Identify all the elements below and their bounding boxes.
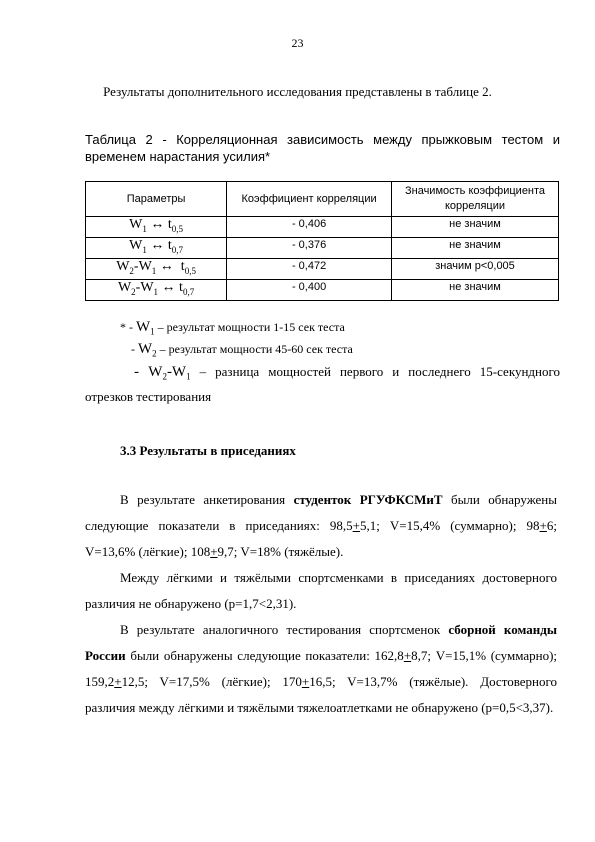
- coef-cell: - 0,376: [227, 238, 392, 259]
- param-cell: $W_2-W_1$ ↔ $t_{0,7}$: [86, 280, 227, 301]
- intro-sentence: Результаты дополнительного исследования представлены в таблице 2.: [103, 84, 492, 99]
- table-row: [86, 238, 559, 259]
- table-caption: [85, 131, 560, 165]
- sig-cell: не значим: [392, 217, 559, 238]
- header-coefficient: Коэффициент корреляции: [227, 182, 392, 217]
- header-parameters: Параметры: [86, 182, 227, 217]
- footnote-w1: * - $W_1$ – результат мощности 1-15 сек теста: [120, 319, 345, 337]
- paragraph-comparison: Между лёгкими и тяжёлыми спортсменками в приседаниях достоверного различия не обнаружено (p=1,7<2,31).: [85, 570, 557, 611]
- footnote-w2-w1: - $W_2-W_1$ – разница мощностей первого и последнего 15-секундного отрезков тестирования: [85, 364, 560, 404]
- param-cell: $W_1$ ↔ $t_{0,5}$: [86, 217, 227, 238]
- section-heading: 3.3 Результаты в приседаниях: [120, 443, 296, 458]
- table-caption-line2: временем нарастания усилия*: [85, 149, 271, 164]
- page-number: 23: [291, 36, 304, 50]
- sig-cell: не значим: [392, 280, 559, 301]
- table-row: [86, 259, 559, 280]
- paragraph-national-team: В результате аналогичного тестирования спортсменок сборной команды России были обнаружены следующие показатели: 162,8+8,7; V=15,1% (суммарно); 159,2+12,5; V=17,5% (лёгкие); 170+16,5; V=13,7% (тяжёлые). Достоверного различия между лёгкими и тяжёлыми тяжелоатлетками не обнаружено (p=0,5<3,37).: [85, 622, 558, 715]
- correlation-table: [85, 181, 559, 301]
- footnote-w2: - $W_2$ – результат мощности 45-60 сек теста: [131, 341, 353, 359]
- table-caption-line1: Таблица 2 - Корреляционная зависимость между прыжковым тестом и: [85, 132, 560, 147]
- param-cell: $W_1$ ↔ $t_{0,7}$: [86, 238, 227, 259]
- table-row: [86, 280, 559, 301]
- coef-cell: - 0,472: [227, 259, 392, 280]
- coef-cell: - 0,400: [227, 280, 392, 301]
- coef-cell: - 0,406: [227, 217, 392, 238]
- sig-cell: значим p<0,005: [392, 259, 559, 280]
- table-header-row: [86, 182, 559, 217]
- table-row: [86, 217, 559, 238]
- sig-cell: не значим: [392, 238, 559, 259]
- paragraph-students: В результате анкетирования студенток РГУФКСМиТ были обнаружены следующие показатели в приседаниях: 98,5+5,1; V=15,4% (суммарно); 98+6; V=13,6% (лёгкие); 108+9,7; V=18% (тяжёлые).: [85, 492, 558, 559]
- header-significance: Значимость коэффициента корреляции: [392, 182, 559, 217]
- param-cell: $W_2-W_1$ ↔ $t_{0,5}$: [86, 259, 227, 280]
